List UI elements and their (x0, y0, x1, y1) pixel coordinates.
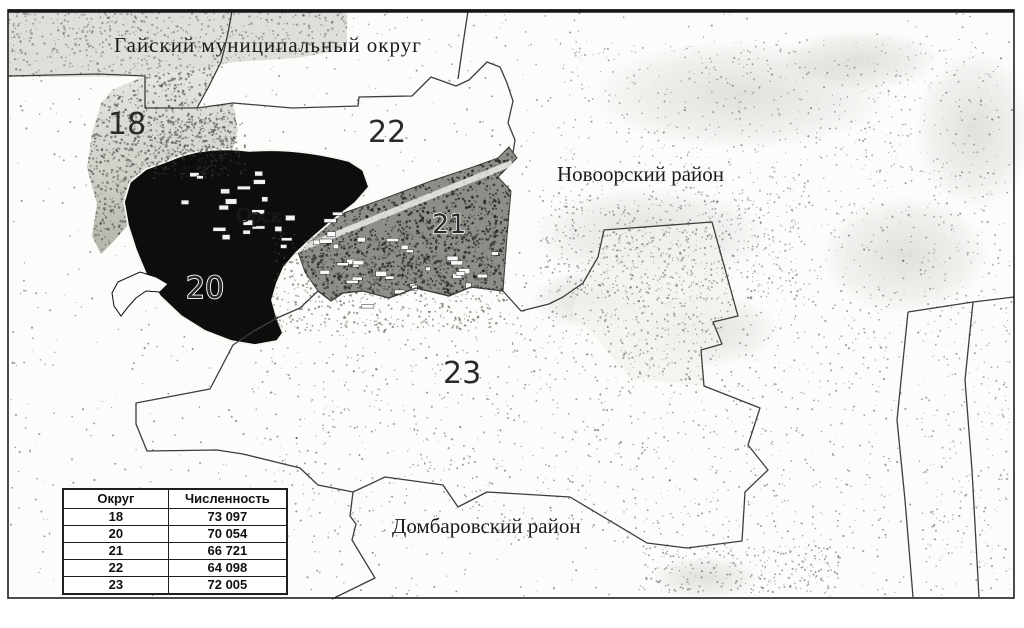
table-cell-population: 73 097 (168, 509, 287, 526)
table-cell-district: 20 (63, 526, 168, 543)
novoorsky-region-label: Новоорский район (557, 162, 724, 186)
table-cell-district: 18 (63, 509, 168, 526)
population-table (62, 488, 288, 595)
table-cell-district: 23 (63, 577, 168, 595)
district-22-number: 22 (368, 115, 407, 150)
table-header-okrug: Округ (63, 489, 168, 509)
table-cell-district: 21 (63, 543, 168, 560)
gaysky-region-label: Гайский муниципальный округ (114, 33, 422, 57)
district-20-number: 20 (186, 271, 225, 306)
table-header-row (63, 489, 287, 509)
table-row (63, 577, 287, 595)
table-row (63, 543, 287, 560)
table-header-population: Численность (168, 489, 287, 509)
district-23-number: 23 (443, 356, 482, 391)
orsk-city-label: Орск (236, 203, 282, 227)
table-cell-population: 70 054 (168, 526, 287, 543)
dombarovsky-region-label: Домбаровский район (392, 514, 581, 538)
table-row (63, 509, 287, 526)
table-row (63, 560, 287, 577)
table-cell-population: 66 721 (168, 543, 287, 560)
table-cell-population: 72 005 (168, 577, 287, 595)
district-18-number: 18 (108, 107, 147, 142)
table-cell-population: 64 098 (168, 560, 287, 577)
district-21-number: 21 (432, 209, 467, 240)
table-row (63, 526, 287, 543)
table-cell-district: 22 (63, 560, 168, 577)
